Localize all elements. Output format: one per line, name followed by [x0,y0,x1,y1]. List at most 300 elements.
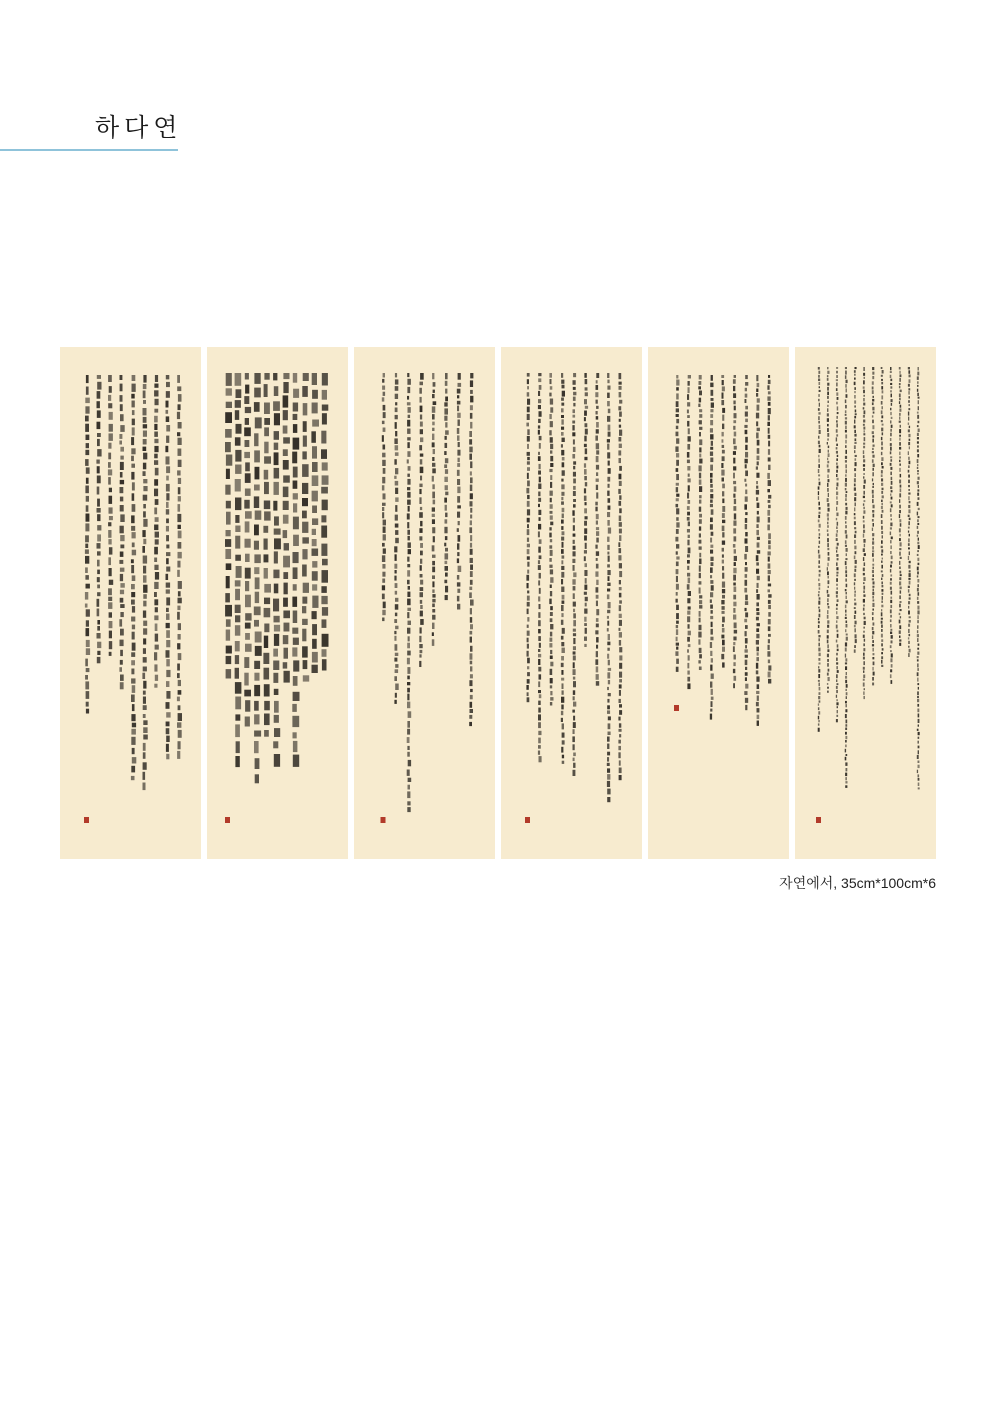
ink-stroke [143,486,147,491]
ink-stroke [549,527,551,530]
ink-stroke [538,659,540,665]
ink-stroke [584,496,587,501]
ink-stroke [178,598,182,604]
ink-stroke [909,561,911,563]
ink-stroke [264,554,269,562]
ink-stroke [699,648,702,653]
ink-stroke [585,603,587,607]
ink-stroke [872,494,874,498]
ink-stroke [819,614,821,618]
ink-stroke [863,582,865,584]
ink-stroke [881,639,883,642]
ink-stroke [550,421,553,427]
ink-stroke [881,462,883,465]
ink-stroke [899,421,901,423]
ink-stroke [711,441,713,446]
ink-stroke [596,456,599,462]
ink-stroke [676,408,679,412]
ink-stroke [818,399,820,402]
ink-stroke [470,608,472,614]
ink-stroke [890,451,892,454]
ink-stroke [676,599,678,603]
ink-stroke [382,543,385,547]
ink-stroke [890,527,892,529]
ink-stroke [882,370,884,374]
ink-stroke [854,615,856,619]
ink-stroke [120,604,124,608]
ink-stroke [899,386,901,389]
ink-stroke [607,648,609,651]
ink-stroke [166,702,170,709]
ink-stroke [890,463,892,466]
ink-stroke [899,567,901,570]
ink-stroke [745,608,747,611]
ink-stroke [873,464,875,467]
ink-stroke [584,592,587,595]
ink-stroke [908,417,909,421]
ink-stroke [845,445,846,448]
ink-stroke [85,681,89,689]
ink-stroke [143,479,147,483]
ink-stroke [734,630,737,634]
ink-stroke [420,429,423,434]
ink-stroke [527,518,530,523]
ink-stroke [607,512,610,517]
ink-stroke [255,577,260,589]
ink-stroke [872,425,874,429]
ink-stroke [584,399,587,404]
ink-stroke [550,386,553,390]
ink-stroke [837,710,838,713]
ink-stroke [917,467,919,469]
ink-stroke [444,580,447,584]
ink-stroke [562,761,565,764]
ink-stroke [293,638,299,645]
ink-stroke [828,552,830,556]
ink-stroke [846,720,848,724]
ink-stroke [420,437,423,442]
ink-stroke [550,591,552,596]
ink-stroke [549,599,551,605]
ink-stroke [245,521,250,532]
ink-stroke [166,502,169,508]
ink-stroke [264,568,268,579]
ink-stroke [745,419,748,423]
ink-stroke [420,543,423,548]
ink-stroke [166,382,170,387]
ink-stroke [891,556,893,560]
ink-stroke [827,442,828,445]
ink-stroke [676,453,679,457]
ink-stroke [178,449,182,456]
ink-stroke [818,625,820,628]
ink-stroke [908,505,910,508]
ink-stroke [917,493,919,496]
ink-stroke [254,741,259,753]
ink-stroke [120,535,124,541]
ink-stroke [908,496,909,500]
ink-stroke [872,372,874,375]
ink-stroke [619,444,622,448]
ink-stroke [828,401,829,403]
ink-stroke [85,549,89,554]
ink-stroke [596,609,599,615]
ink-stroke [274,386,279,396]
ink-stroke [722,445,725,448]
ink-stroke [596,527,599,530]
ink-stroke [284,648,289,659]
ink-stroke [607,452,610,458]
ink-stroke [836,584,838,586]
ink-stroke [178,581,182,589]
ink-stroke [619,760,621,765]
ink-stroke [688,591,691,596]
ink-stroke [900,590,902,593]
ink-stroke [595,571,598,576]
ink-stroke [539,643,541,648]
ink-stroke [420,650,423,653]
ink-stroke [178,634,181,640]
ink-stroke [757,721,759,726]
ink-stroke [757,503,760,508]
ink-stroke [890,459,892,462]
ink-stroke [721,400,724,405]
ink-stroke [573,602,576,607]
ink-stroke [573,380,576,385]
ink-stroke [274,689,279,695]
ink-stroke [917,445,919,447]
ink-stroke [166,712,170,717]
ink-stroke [676,551,678,554]
ink-stroke [891,497,893,500]
ink-stroke [756,389,758,393]
ink-stroke [97,514,100,521]
ink-stroke [864,377,866,379]
ink-stroke [756,676,759,681]
ink-stroke [382,555,385,562]
ink-stroke [85,535,89,542]
ink-stroke [550,475,552,480]
ink-stroke [827,469,829,473]
ink-stroke [561,718,563,722]
ink-stroke [395,379,399,384]
ink-stroke [710,538,712,543]
ink-stroke [538,565,541,570]
ink-stroke [768,449,770,455]
ink-stroke [143,511,146,517]
ink-stroke [890,551,891,554]
ink-stroke [854,556,856,560]
ink-stroke [432,609,435,613]
ink-stroke [827,483,829,487]
ink-stroke [845,732,847,735]
red-seal-stamp [84,817,89,823]
ink-stroke [527,538,529,542]
ink-stroke [909,649,911,653]
ink-stroke [845,629,846,632]
ink-stroke [166,583,170,588]
ink-stroke [245,462,250,471]
ink-stroke [745,595,748,601]
ink-stroke [293,517,299,530]
ink-stroke [97,487,100,495]
ink-stroke [407,608,411,611]
ink-stroke [881,621,883,624]
ink-stroke [687,444,690,450]
ink-stroke [908,367,910,369]
ink-stroke [408,760,411,766]
ink-stroke [120,590,124,595]
ink-stroke [561,432,564,436]
ink-stroke [607,744,609,750]
ink-stroke [445,513,447,518]
ink-stroke [562,470,565,476]
ink-stroke [562,683,564,689]
ink-stroke [711,610,713,614]
ink-stroke [395,431,397,436]
ink-stroke [819,430,821,434]
ink-stroke [607,416,610,422]
ink-stroke [722,393,724,399]
ink-stroke [608,484,610,488]
ink-stroke [85,450,89,455]
ink-stroke [757,708,760,712]
ink-stroke [86,435,90,440]
ink-stroke [873,558,874,561]
ink-stroke [855,462,857,466]
ink-stroke [264,418,270,425]
ink-stroke [419,512,423,518]
red-seal-stamp [674,705,679,711]
ink-stroke [908,646,910,648]
ink-stroke [676,393,679,399]
ink-stroke [120,480,124,484]
ink-stroke [711,658,713,662]
ink-stroke [699,500,701,504]
ink-stroke [143,519,147,527]
ink-stroke [917,729,919,731]
ink-stroke [120,682,124,689]
ink-stroke [836,567,838,570]
ink-stroke [676,414,679,417]
ink-stroke [722,595,725,599]
ink-stroke [745,546,748,552]
ink-stroke [908,400,910,403]
ink-stroke [619,535,621,541]
ink-stroke [143,638,146,644]
ink-stroke [767,525,770,531]
ink-stroke [585,482,587,486]
ink-stroke [420,600,422,604]
ink-stroke [408,542,411,548]
ink-stroke [881,506,883,509]
ink-stroke [263,653,269,664]
ink-stroke [264,403,270,415]
ink-stroke [166,456,170,464]
ink-stroke [225,605,232,617]
ink-stroke [419,445,422,450]
ink-stroke [470,624,473,629]
ink-stroke [918,750,919,754]
ink-stroke [407,522,409,528]
ink-stroke [245,644,252,652]
ink-stroke [420,476,422,481]
ink-stroke [538,708,541,713]
ink-stroke [407,688,410,693]
ink-stroke [908,451,909,455]
ink-stroke [407,746,409,750]
ink-stroke [890,501,892,503]
ink-stroke [527,457,530,460]
ink-stroke [445,536,448,540]
ink-stroke [166,519,169,524]
ink-stroke [549,643,552,647]
ink-stroke [881,652,883,654]
ink-stroke [768,660,770,664]
ink-stroke [872,528,873,531]
ink-stroke [863,599,865,603]
ink-stroke [527,373,530,377]
ink-stroke [97,401,100,408]
ink-stroke [909,620,911,623]
ink-stroke [86,668,90,672]
ink-stroke [245,473,251,483]
ink-stroke [284,543,289,550]
ink-stroke [756,612,759,615]
ink-stroke [818,680,820,682]
ink-stroke [836,420,838,422]
ink-stroke [132,482,135,490]
ink-stroke [607,401,610,406]
ink-stroke [572,710,575,713]
ink-stroke [293,373,297,383]
ink-stroke [85,675,88,680]
ink-stroke [891,403,892,406]
ink-stroke [699,654,702,658]
ink-stroke [899,452,900,456]
ink-stroke [846,535,848,539]
ink-stroke [827,518,829,521]
ink-stroke [845,773,847,777]
ink-stroke [881,367,883,369]
ink-stroke [768,645,770,650]
ink-stroke [131,669,134,675]
ink-stroke [155,399,159,405]
ink-stroke [917,704,919,707]
ink-stroke [457,512,460,518]
ink-stroke [154,652,157,660]
ink-stroke [872,448,874,450]
ink-stroke [395,538,399,543]
ink-stroke [226,646,232,654]
ink-stroke [854,569,856,572]
ink-stroke [132,532,136,538]
ink-stroke [711,509,714,515]
ink-stroke [845,545,847,547]
ink-stroke [538,378,541,382]
ink-stroke [711,622,713,627]
ink-stroke [527,651,529,657]
ink-columns [382,373,474,812]
ink-stroke [733,451,736,455]
ink-stroke [828,606,830,609]
ink-stroke [394,546,397,552]
ink-stroke [899,630,901,634]
ink-stroke [827,567,828,570]
ink-stroke [607,654,609,659]
ink-stroke [836,447,838,449]
ink-stroke [917,696,919,698]
ink-stroke [818,621,820,623]
ink-stroke [899,493,901,497]
ink-stroke [745,612,748,617]
red-seal-stamp [525,817,530,823]
ink-stroke [845,714,847,718]
ink-stroke [596,601,598,607]
ink-stroke [827,405,829,407]
ink-stroke [909,439,911,441]
ink-stroke [908,565,910,569]
ink-stroke [538,547,541,553]
ink-stroke [143,697,146,704]
ink-stroke [863,510,865,514]
ink-stroke [177,561,180,568]
ink-stroke [143,752,146,759]
ink-stroke [845,414,847,416]
ink-stroke [699,427,702,430]
ink-stroke [445,436,447,440]
ink-stroke [97,642,101,648]
ink-stroke [909,634,911,636]
ink-stroke [863,503,864,505]
ink-stroke [382,572,385,577]
ink-stroke [818,550,820,554]
ink-stroke [143,611,146,618]
ink-stroke [293,481,298,489]
ink-stroke [143,714,146,718]
ink-stroke [619,640,621,646]
ink-stroke [312,462,318,472]
ink-stroke [539,443,541,449]
ink-stroke [767,489,770,492]
ink-stroke [687,540,689,546]
ink-stroke [863,403,865,406]
ink-stroke [407,513,410,519]
ink-stroke [312,491,318,502]
ink-stroke [321,449,327,459]
ink-stroke [562,385,565,389]
ink-stroke [872,574,874,577]
ink-stroke [768,495,771,499]
ink-stroke [432,373,434,379]
ink-stroke [918,719,920,723]
ink-stroke [584,521,587,526]
ink-stroke [863,415,865,418]
ink-stroke [108,453,111,460]
ink-stroke [420,415,422,420]
ink-stroke [255,417,262,428]
ink-stroke [131,660,135,665]
ink-stroke [836,423,838,427]
ink-stroke [395,626,398,630]
ink-stroke [917,481,919,484]
ink-stroke [120,384,123,392]
ink-stroke [457,552,459,556]
ink-stroke [890,494,891,496]
ink-stroke [419,644,422,648]
ink-stroke [819,507,821,510]
ink-stroke [235,589,240,600]
